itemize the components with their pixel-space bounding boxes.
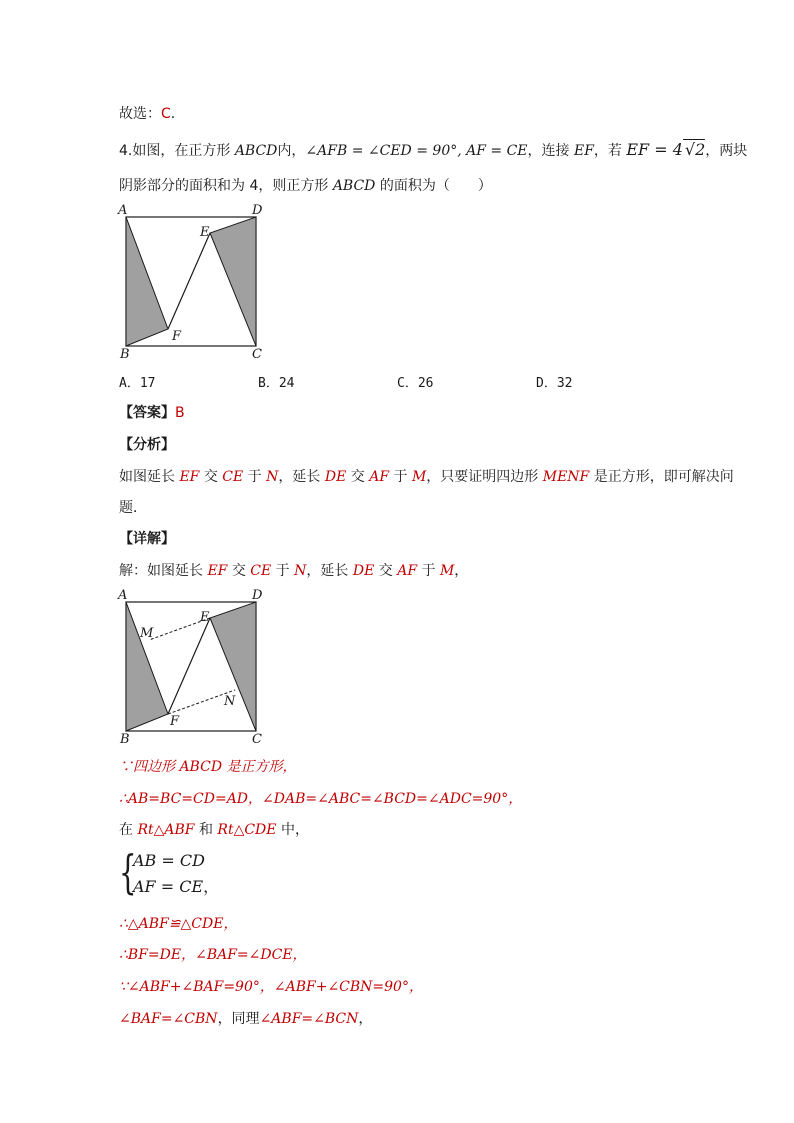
analysis-var: DE — [324, 469, 347, 485]
analysis-line-2: 题． — [119, 500, 147, 516]
proof-step-2: ∴AB=BC=CD=AD，∠DAB=∠ABC=∠BCD=∠ADC=90°， — [119, 791, 523, 807]
shaded-triangle-abf — [126, 602, 168, 731]
equation-system — [119, 845, 239, 899]
detail-tag: 【详解】 — [119, 531, 175, 547]
proof-step-5: ∴BF=DE，∠BAF=∠DCE， — [119, 947, 307, 963]
previous-answer-line — [119, 104, 175, 124]
sqrt-radicand: √2 — [684, 140, 706, 159]
analysis-text: 如图延长 — [119, 469, 180, 485]
analysis-var: MENF — [542, 469, 590, 485]
detail-text: 交 — [227, 563, 251, 579]
analysis-text: 交 — [346, 469, 370, 485]
proof-text: 在 — [119, 822, 138, 838]
label-d: D — [252, 588, 263, 603]
option-d[interactable]: D．32 — [536, 376, 573, 391]
question-ef-equation: EF = 4 — [626, 140, 683, 159]
label-c: C — [252, 732, 262, 747]
question-line-1 — [119, 139, 747, 161]
sqrt-value: 2 — [695, 140, 706, 159]
shaded-triangle-abf — [126, 217, 168, 346]
answer-tag: 【答案】 — [119, 405, 175, 421]
proof-text: 和 — [194, 822, 218, 838]
question-number: 4. — [119, 143, 133, 159]
label-n: N — [224, 694, 236, 709]
segment-ef — [168, 618, 210, 714]
label-a: A — [118, 203, 128, 218]
proof-step-4: ∴△ABF≌△CDE， — [119, 916, 238, 932]
proof-text: ，同理 — [217, 1011, 260, 1027]
proof-step-1: ∵四边形 ABCD 是正方形， — [119, 759, 297, 775]
analysis-text: 是正方形，即可解决问 — [589, 469, 734, 485]
detail-text: 于 — [417, 563, 440, 579]
option-c[interactable]: C．26 — [397, 376, 434, 391]
shaded-triangle-cde — [210, 217, 256, 346]
square-figure-1 — [116, 200, 276, 365]
label-c: C — [252, 347, 262, 362]
system-tail: ， — [203, 877, 220, 896]
system-equation-2 — [133, 874, 219, 897]
question-var: ABCD — [234, 143, 278, 159]
detail-text: 于 — [271, 563, 295, 579]
label-b: B — [120, 732, 130, 747]
proof-step-7 — [119, 1009, 372, 1029]
proof-step-6: ∵∠ABF+∠BAF=90°，∠ABF+∠CBN=90°， — [119, 979, 423, 995]
label-e: E — [200, 225, 210, 240]
answer-value: B — [175, 405, 185, 421]
analysis-line-1 — [119, 467, 734, 487]
analysis-text: ，延长 — [278, 469, 325, 485]
question-text: ，两块 — [705, 143, 748, 159]
system-brace: { — [119, 845, 137, 899]
segment-ef — [168, 233, 210, 329]
label-f: F — [172, 329, 182, 344]
detail-var: CE — [250, 563, 272, 579]
proof-step-3 — [119, 820, 309, 840]
question-text: ，若 — [593, 143, 627, 159]
system-equation-1: AB = CD — [133, 851, 205, 870]
previous-answer-end: . — [170, 106, 176, 122]
question-var: ABCD — [332, 178, 376, 194]
label-m: M — [140, 626, 154, 641]
proof-var: ∠BAF=∠CBN — [119, 1011, 218, 1027]
analysis-var: N — [266, 469, 279, 485]
option-b[interactable]: B．24 — [258, 376, 295, 391]
analysis-var: CE — [222, 469, 244, 485]
proof-text: 中， — [276, 822, 309, 838]
question-line-2 — [119, 176, 492, 196]
proof-var: ∠ABF=∠BCN — [259, 1011, 359, 1027]
detail-text: 交 — [374, 563, 398, 579]
detail-var: DE — [352, 563, 375, 579]
question-text: ，连接 — [527, 143, 574, 159]
analysis-text: 于 — [243, 469, 267, 485]
system-equation-2-text: AF = CE — [133, 877, 204, 896]
label-b: B — [120, 347, 130, 362]
detail-text: ，延长 — [306, 563, 353, 579]
detail-line-1 — [119, 561, 468, 581]
label-d: D — [252, 203, 263, 218]
question-text: 内， — [277, 143, 306, 159]
question-condition: ∠AFB = ∠CED = 90°, AF = CE — [305, 143, 528, 159]
question-text: 的面积为（ ） — [375, 178, 492, 194]
analysis-text: ，只要证明四边形 — [426, 469, 543, 485]
question-text: 阴影部分的面积和为 4，则正方形 — [119, 178, 333, 194]
detail-text: ， — [454, 563, 469, 579]
analysis-text: 于 — [389, 469, 412, 485]
previous-answer-value: C — [161, 106, 171, 122]
square-figure-2 — [116, 585, 276, 750]
analysis-var: AF — [369, 469, 390, 485]
option-a[interactable]: A．17 — [119, 376, 156, 391]
detail-var: EF — [207, 563, 228, 579]
detail-var: AF — [397, 563, 418, 579]
detail-text: 解：如图延长 — [119, 563, 208, 579]
answer-line — [119, 403, 185, 423]
label-e: E — [200, 610, 210, 625]
detail-var: N — [294, 563, 307, 579]
detail-var: M — [439, 563, 455, 579]
proof-var: Rt△CDE — [217, 822, 277, 838]
label-a: A — [118, 588, 128, 603]
label-f: F — [170, 714, 180, 729]
analysis-tag: 【分析】 — [119, 437, 175, 453]
analysis-text: 交 — [199, 469, 223, 485]
question-var: EF — [573, 143, 594, 159]
proof-text: ， — [358, 1011, 373, 1027]
proof-var: Rt△ABF — [137, 822, 195, 838]
question-text: 如图，在正方形 — [132, 143, 235, 159]
shaded-triangle-cde — [210, 602, 256, 731]
analysis-var: EF — [179, 469, 200, 485]
previous-answer-label: 故选： — [119, 106, 161, 122]
analysis-var: M — [411, 469, 427, 485]
